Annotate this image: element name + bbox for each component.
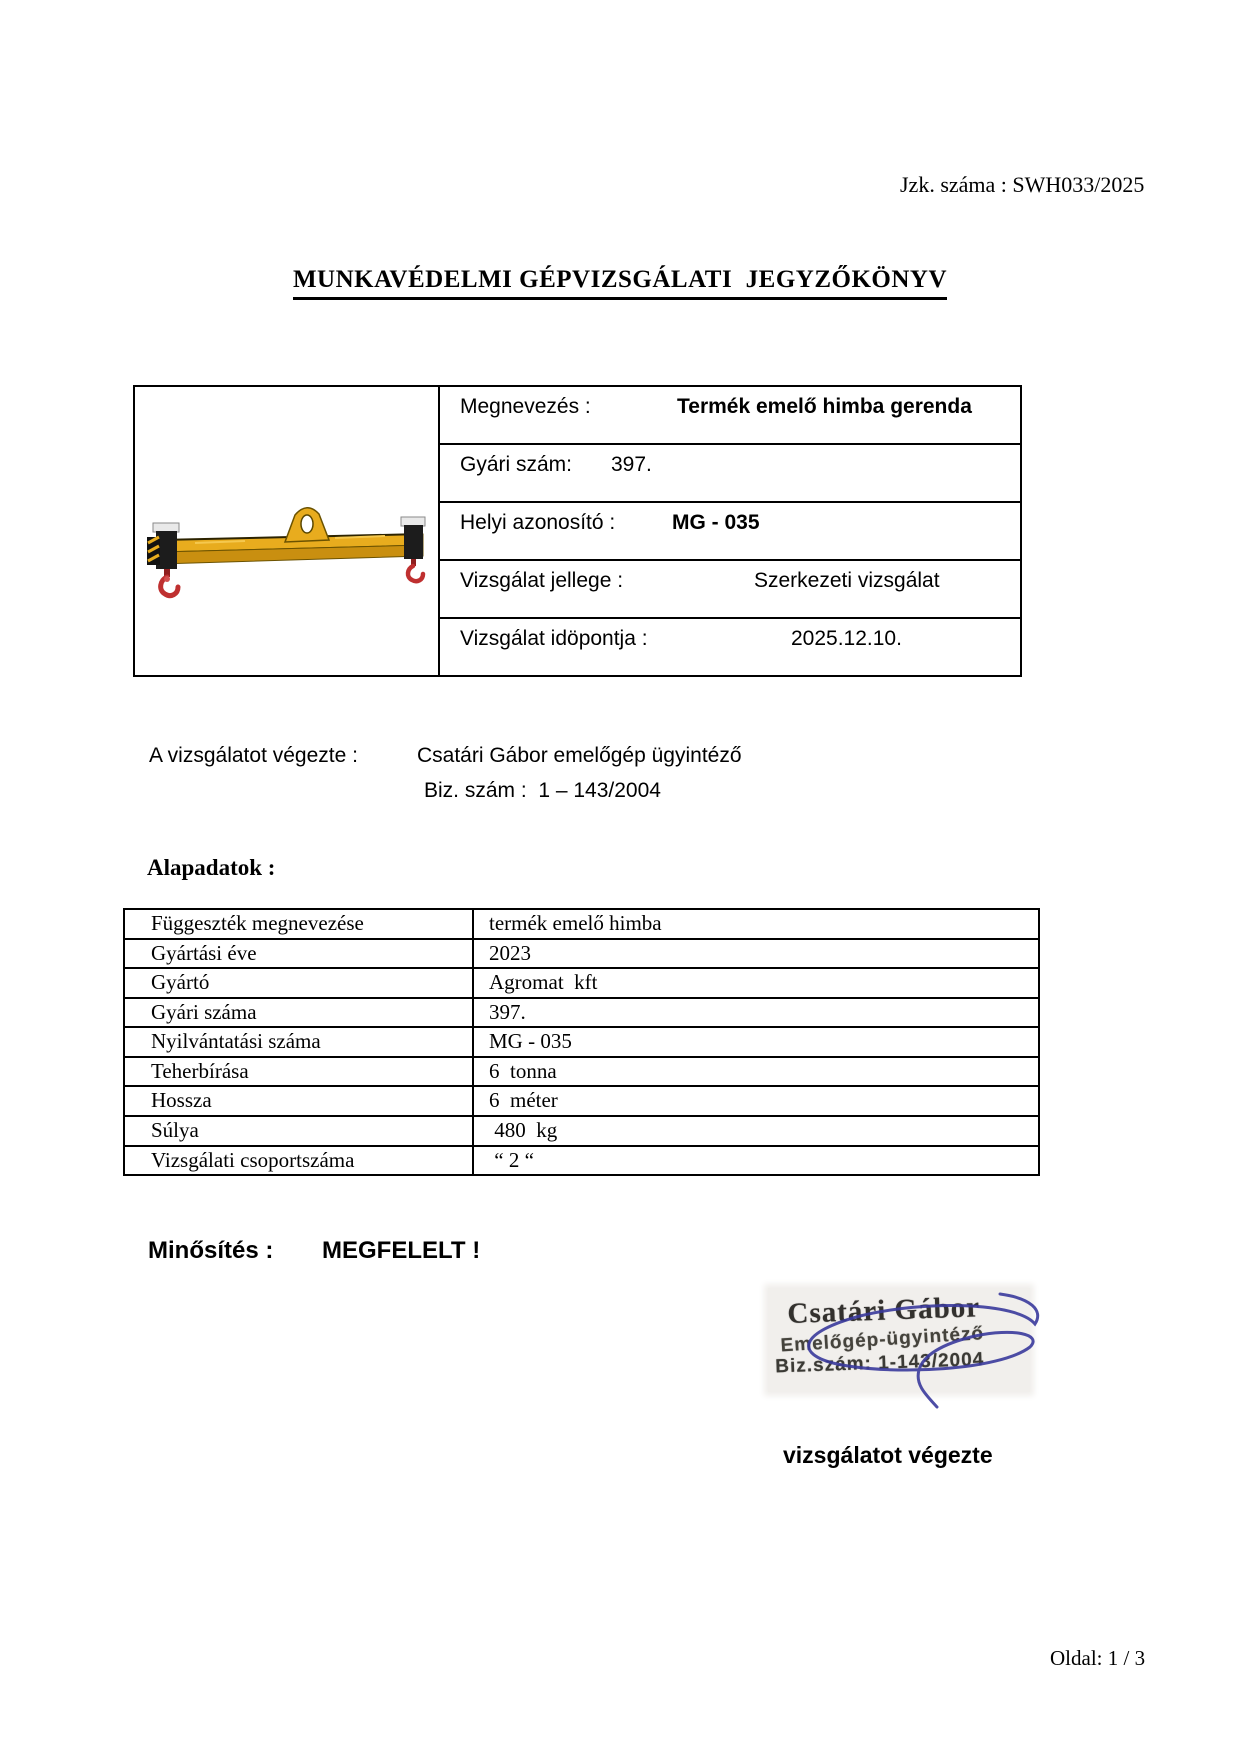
field-value: 6 tonna xyxy=(489,1058,557,1083)
page-number: Oldal: 1 / 3 xyxy=(1050,1646,1146,1670)
machine-rows xyxy=(440,387,1020,675)
field-value: Termék emelő himba gerenda xyxy=(677,395,972,418)
field-value: Agromat kft xyxy=(489,970,598,995)
table-row xyxy=(440,445,1020,503)
field-value: 6 méter xyxy=(489,1088,558,1113)
table-row xyxy=(125,999,1038,1029)
inspector-label: A vizsgálatot végezte : xyxy=(149,744,358,767)
table-row xyxy=(125,940,1038,970)
table-row xyxy=(125,1117,1038,1147)
qualification-result: MEGFELELT ! xyxy=(322,1237,481,1264)
field-label: Teherbírása xyxy=(125,1058,474,1086)
table-row xyxy=(440,387,1020,445)
stamp-license: Biz.szám: 1-143/2004 xyxy=(774,1349,985,1378)
table-row xyxy=(440,503,1020,561)
table-row xyxy=(440,619,1020,675)
field-label: Gyári száma xyxy=(125,999,474,1027)
page-title: MUNKAVÉDELMI GÉPVIZSGÁLATI JEGYZŐKÖNYV xyxy=(293,266,947,300)
field-value: termék emelő himba xyxy=(489,911,662,935)
field-label: Vizsgálat idöpontja : xyxy=(460,627,648,650)
machine-id-table xyxy=(133,385,1022,677)
field-value: 480 kg xyxy=(489,1117,558,1142)
qualification-label: Minősítés : xyxy=(148,1237,274,1264)
field-value: 397. xyxy=(611,453,652,476)
field-value: “ 2 “ xyxy=(489,1147,534,1172)
stamp-role: Emelőgép-ügyintéző xyxy=(779,1323,985,1357)
inspector-license: Biz. szám : 1 – 143/2004 xyxy=(424,779,661,802)
spreader-beam-image xyxy=(135,387,438,675)
page-title-wrap xyxy=(0,266,1240,300)
field-label: Függeszték megnevezése xyxy=(125,910,474,938)
signature-caption: vizsgálatot végezte xyxy=(783,1442,993,1468)
field-label: Súlya xyxy=(125,1117,474,1145)
table-row xyxy=(440,561,1020,619)
stamp-name: Csatári Gábor xyxy=(786,1291,981,1330)
field-value: 2025.12.10. xyxy=(791,627,902,650)
table-row xyxy=(125,1028,1038,1058)
field-value: MG - 035 xyxy=(489,1029,572,1054)
field-value: MG - 035 xyxy=(672,511,760,534)
field-label: Gyártási éve xyxy=(125,940,474,968)
table-row xyxy=(125,1058,1038,1088)
field-label: Vizsgálati csoportszáma xyxy=(125,1147,474,1175)
machine-photo-cell xyxy=(135,387,440,675)
field-label: Gyártó xyxy=(125,969,474,997)
doc-number: Jzk. száma : SWH033/2025 xyxy=(900,172,1145,197)
field-label: Gyári szám: xyxy=(460,453,573,476)
field-label: Nyilvántatási száma xyxy=(125,1028,474,1056)
field-value: 2023 xyxy=(489,940,531,965)
field-label: Vizsgálat jellege : xyxy=(460,569,624,592)
table-row xyxy=(125,910,1038,940)
table-row xyxy=(125,969,1038,999)
basic-data-table xyxy=(123,908,1040,1176)
field-label: Hossza xyxy=(125,1087,474,1115)
table-row xyxy=(125,1147,1038,1175)
basic-data-heading: Alapadatok : xyxy=(147,855,276,880)
signature-scribble xyxy=(745,1290,1065,1420)
table-row xyxy=(125,1087,1038,1117)
inspector-name: Csatári Gábor emelőgép ügyintéző xyxy=(417,744,742,767)
field-label: Helyi azonosító : xyxy=(460,511,616,534)
field-value: 397. xyxy=(489,999,526,1024)
field-value: Szerkezeti vizsgálat xyxy=(754,569,940,592)
field-label: Megnevezés : xyxy=(460,395,591,418)
